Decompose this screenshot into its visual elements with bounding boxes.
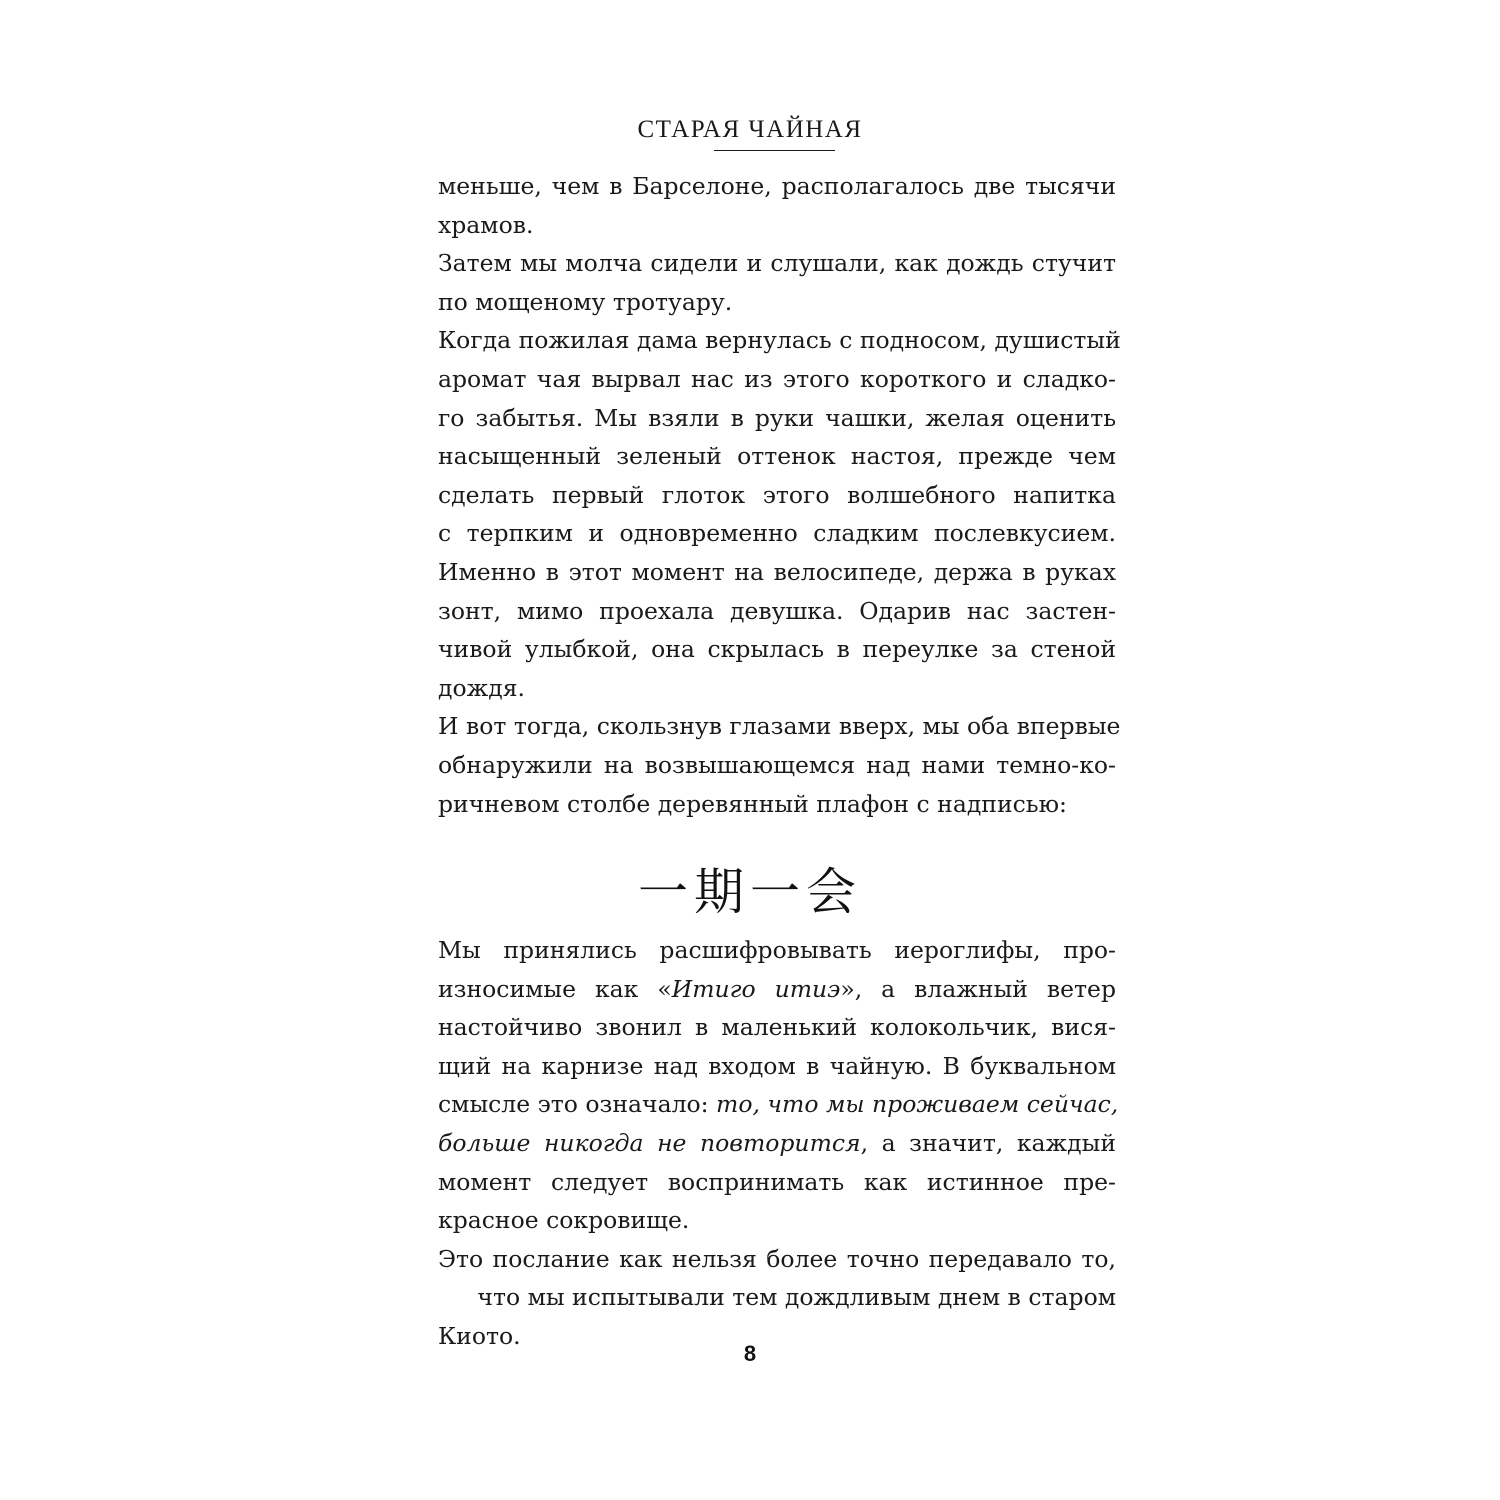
text-line: дождя.: [438, 673, 526, 702]
text-line: по мощеному тротуару.: [438, 287, 733, 316]
italic-fragment: больше никогда не повторится: [438, 1128, 861, 1157]
text-line: щий на карнизе над входом в чайную. В буквальном: [438, 1051, 1116, 1080]
text-line: го забытья. Мы взяли в руки чашки, желая оценить: [438, 403, 1116, 432]
page-number: 8: [743, 1341, 757, 1366]
text-fragment: смысле это означало:: [438, 1090, 717, 1119]
text-line: Когда пожилая дама вернулась с подносом, душистый: [438, 326, 1121, 355]
kanji-inscription: 一期一会: [638, 863, 862, 921]
text-line: что мы испытывали тем дождливым днем в старом: [477, 1283, 1116, 1312]
text-line: ричневом столбе деревянный плафон с надписью:: [438, 789, 1067, 818]
text-fragment: , а значит, каждый: [860, 1128, 1116, 1157]
text-line-with-term: [438, 970, 1116, 1009]
running-head-underline: [714, 150, 835, 151]
italic-fragment: то, что мы проживаем сейчас,: [716, 1090, 1119, 1119]
text-line: момент следует воспринимать как истинное пре-: [438, 1167, 1116, 1196]
text-line: Затем мы молча сидели и слушали, как дождь стучит: [438, 249, 1116, 278]
text-line: зонт, мимо проехала девушка. Одарив нас застен-: [438, 596, 1116, 625]
text-line: обнаружили на возвышающемся над нами темно-ко-: [438, 750, 1116, 779]
italic-term: Итиго итиэ: [671, 974, 841, 1003]
text-block-after-inscription: [438, 931, 1119, 1356]
running-head-title: СТАРАЯ ЧАЙНАЯ: [637, 116, 863, 143]
text-line: меньше, чем в Барселоне, располагалось две тысячи: [438, 172, 1116, 200]
text-line: сделать первый глоток этого волшебного напитка: [438, 480, 1116, 509]
text-line-with-italic: [438, 1085, 1119, 1124]
text-line: Именно в этот момент на велосипеде, держа в руках: [438, 557, 1116, 586]
text-line: насыщенный зеленый оттенок настоя, прежде чем: [438, 442, 1116, 471]
text-fragment: », а влажный ветер: [840, 974, 1116, 1003]
text-line: чивой улыбкой, она скрылась в переулке за стеной: [438, 635, 1116, 664]
text-line: Киото.: [438, 1321, 521, 1350]
text-line: настойчиво звонил в маленький колокольчик, вися-: [438, 1013, 1116, 1042]
text-line: Мы принялись расшифровывать иероглифы, про-: [438, 936, 1116, 964]
text-line: И вот тогда, скользнув глазами вверх, мы оба впервые: [438, 712, 1121, 741]
text-fragment: износимые как «: [438, 974, 672, 1003]
text-line: аромат чая вырвал нас из этого короткого и сладко-: [438, 364, 1116, 393]
text-line: красное сокровище.: [438, 1206, 690, 1235]
text-block-before-inscription: [438, 167, 1121, 823]
text-line: храмов.: [438, 210, 534, 239]
text-line: с терпким и одновременно сладким послевкусием.: [438, 519, 1116, 548]
text-line: Это послание как нельзя более точно передавало то,: [438, 1244, 1116, 1273]
text-line-with-italic: [438, 1124, 1116, 1163]
